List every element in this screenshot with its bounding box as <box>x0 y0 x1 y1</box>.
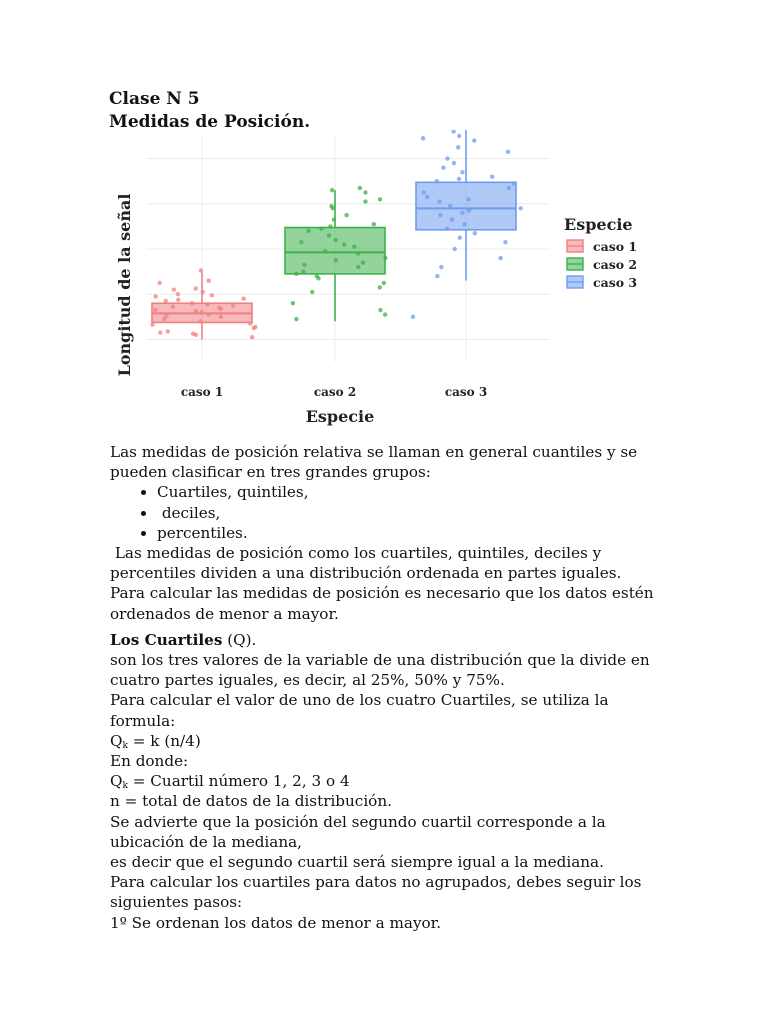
data-point <box>206 278 210 282</box>
data-point <box>299 240 303 244</box>
y-axis-label: Longitud de la señal <box>115 193 134 377</box>
data-point <box>457 134 461 138</box>
data-point <box>472 138 476 142</box>
paragraph-line: Para calcular las medidas de posición es necesario que los datos estén <box>110 584 654 603</box>
paragraph-line: cuatro partes iguales, es decir, al 25%, 50% y 75%. <box>110 671 505 690</box>
data-point <box>191 332 195 336</box>
data-point <box>452 161 456 165</box>
data-point <box>460 211 464 215</box>
data-point <box>219 315 223 319</box>
data-point <box>382 281 386 285</box>
definition-line <box>110 771 670 791</box>
data-point <box>383 312 387 316</box>
paragraph-line: 1º Se ordenan los datos de menor a mayor. <box>110 913 442 932</box>
data-point <box>205 302 209 306</box>
data-point <box>328 224 332 228</box>
data-point <box>319 226 323 230</box>
data-point <box>452 247 456 251</box>
data-point <box>507 186 511 190</box>
paragraph-line: Para calcular los cuartiles para datos no agrupados, debes seguir los <box>110 873 642 892</box>
x-tick-label: caso 3 <box>444 385 488 399</box>
paragraph-line: Se advierte que la posición del segundo cuartil corresponde a la <box>110 812 606 831</box>
data-point <box>201 290 205 294</box>
paragraph-line: En donde: <box>110 752 189 771</box>
data-point <box>378 197 382 201</box>
data-point <box>176 292 180 296</box>
data-point <box>200 310 204 314</box>
paragraph-line: Las medidas de posición como los cuartiles, quintiles, deciles y <box>110 544 602 563</box>
data-point <box>206 312 210 316</box>
data-point <box>506 150 510 154</box>
data-point <box>153 294 157 298</box>
data-point <box>291 301 295 305</box>
data-point <box>490 174 494 178</box>
data-point <box>294 317 298 321</box>
data-point <box>164 299 168 303</box>
data-point <box>457 177 461 181</box>
data-point <box>166 329 170 333</box>
data-point <box>194 309 198 313</box>
definition-line: n = total de datos de la distribución. <box>110 792 392 811</box>
def-rest: = Cuartil número 1, 2, 3 o 4 <box>127 772 350 791</box>
data-point <box>210 293 214 297</box>
data-point <box>456 145 460 149</box>
data-point <box>231 303 235 307</box>
paragraph-line: formula: <box>110 711 176 730</box>
formula-rest: = k (n/4) <box>127 731 201 750</box>
paragraph-line: siguientes pasos: <box>110 893 243 912</box>
paragraph-line: ubicación de la mediana, <box>110 832 303 851</box>
data-point <box>450 217 454 221</box>
formula-q: Q <box>110 731 123 750</box>
bullet-list <box>110 482 670 543</box>
data-point <box>158 281 162 285</box>
data-point <box>383 256 387 260</box>
box-plot-chart <box>108 130 648 430</box>
data-point <box>467 208 471 212</box>
data-point <box>342 242 346 246</box>
data-point <box>435 179 439 183</box>
data-point <box>411 315 415 319</box>
data-point <box>439 265 443 269</box>
box-caso-2 <box>285 228 385 274</box>
data-point <box>425 195 429 199</box>
data-point <box>378 285 382 289</box>
data-point <box>253 325 257 329</box>
data-point <box>361 260 365 264</box>
data-point <box>421 136 425 140</box>
page-title: Clase N 5 <box>109 89 200 109</box>
data-point <box>302 263 306 267</box>
data-point <box>498 256 502 260</box>
data-point <box>150 323 154 327</box>
data-point <box>333 238 337 242</box>
x-tick-labels <box>181 385 487 399</box>
legend-label: caso 1 <box>593 239 638 254</box>
data-point <box>503 240 507 244</box>
data-point <box>331 206 335 210</box>
data-point <box>458 236 462 240</box>
data-point <box>334 258 338 262</box>
data-point <box>466 197 470 201</box>
data-point <box>372 222 376 226</box>
data-point <box>327 233 331 237</box>
cuartiles-heading: Los Cuartiles <box>110 630 223 649</box>
paragraph-line: percentiles dividen a una distribución ordenada en partes iguales. <box>110 564 622 583</box>
data-point <box>358 186 362 190</box>
paragraph-line: son los tres valores de la variable de una distribución que la divide en <box>110 651 650 670</box>
data-point <box>448 204 452 208</box>
legend-label: caso 2 <box>593 257 638 272</box>
data-point <box>172 287 176 291</box>
data-point <box>378 308 382 312</box>
data-point <box>451 130 455 134</box>
data-point <box>462 222 466 226</box>
data-point <box>153 308 157 312</box>
list-item: • deciles, <box>157 503 670 523</box>
data-point <box>199 268 203 272</box>
paragraph-line: Para calcular el valor de uno de los cuatro Cuartiles, se utiliza la <box>110 691 609 710</box>
data-point <box>198 319 202 323</box>
data-point <box>330 188 334 192</box>
list-item: • percentiles. <box>157 523 670 543</box>
data-point <box>437 199 441 203</box>
document-body <box>110 442 670 933</box>
data-point <box>332 217 336 221</box>
data-point <box>294 272 298 276</box>
data-point <box>435 274 439 278</box>
data-point <box>352 245 356 249</box>
intro-line-2: pueden clasificar en tres grandes grupos: <box>110 463 431 482</box>
intro-line-1: Las medidas de posición relativa se llaman en general cuantiles y se <box>110 443 638 461</box>
data-point <box>473 231 477 235</box>
data-point <box>460 170 464 174</box>
legend-title: Especie <box>564 215 633 234</box>
section-heading <box>110 630 670 650</box>
data-point <box>158 330 162 334</box>
data-point <box>310 290 314 294</box>
def-sub: k <box>122 781 128 792</box>
data-point <box>219 307 223 311</box>
data-point <box>306 229 310 233</box>
data-point <box>164 313 168 317</box>
data-point <box>250 335 254 339</box>
list-item: • Cuartiles, quintiles, <box>157 482 670 502</box>
data-point <box>248 321 252 325</box>
data-point <box>241 297 245 301</box>
data-point <box>441 165 445 169</box>
data-point <box>194 286 198 290</box>
data-point <box>512 181 516 185</box>
x-axis-label: Especie <box>305 407 375 426</box>
paragraph-line: ordenados de menor a mayor. <box>110 604 339 623</box>
def-q: Q <box>110 772 123 791</box>
data-point <box>363 199 367 203</box>
chart-boxes <box>152 130 516 339</box>
formula-sub: k <box>122 740 128 751</box>
data-point <box>445 156 449 160</box>
data-point <box>422 190 426 194</box>
data-point <box>356 265 360 269</box>
paragraph-line: es decir que el segundo cuartil será siempre igual a la mediana. <box>110 853 604 872</box>
page-subtitle: Medidas de Posición. <box>109 112 311 132</box>
legend-label: caso 3 <box>593 275 638 290</box>
data-point <box>344 213 348 217</box>
data-point <box>301 269 305 273</box>
data-point <box>445 226 449 230</box>
data-point <box>356 251 360 255</box>
data-point <box>315 274 319 278</box>
x-tick-label: caso 1 <box>180 385 224 399</box>
data-point <box>518 206 522 210</box>
data-point <box>363 190 367 194</box>
data-point <box>438 213 442 217</box>
data-point <box>190 301 194 305</box>
chart-legend <box>564 215 637 290</box>
data-point <box>176 298 180 302</box>
formula <box>110 731 670 751</box>
x-tick-label: caso 2 <box>313 385 357 399</box>
data-point <box>171 304 175 308</box>
data-point <box>323 249 327 253</box>
cuartiles-symbol: (Q). <box>222 630 257 649</box>
